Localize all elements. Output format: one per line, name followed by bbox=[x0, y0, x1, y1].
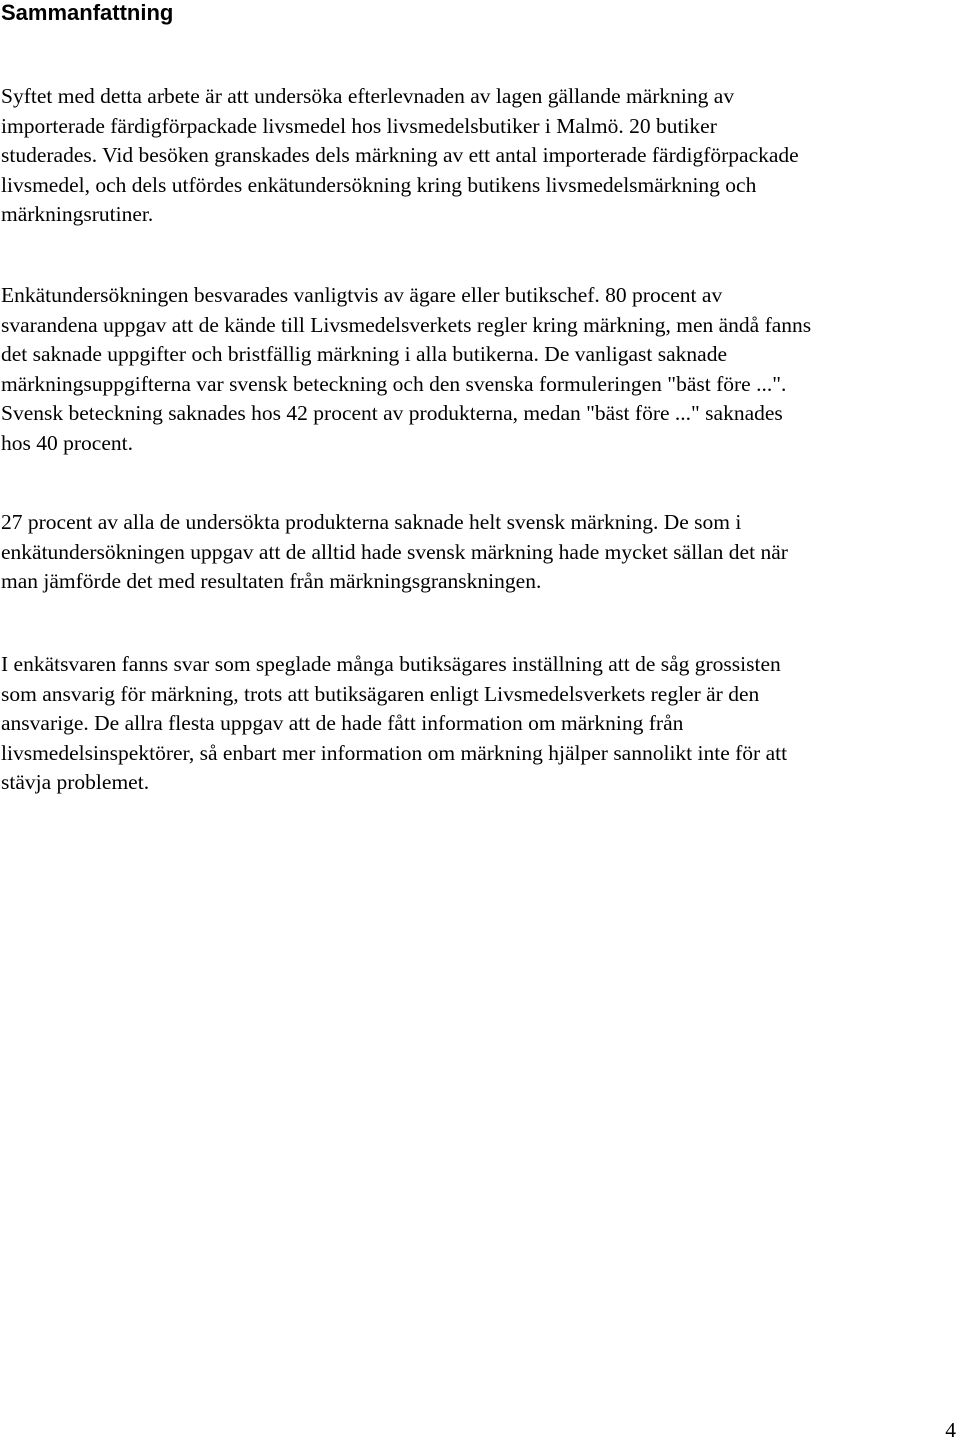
page-title: Sammanfattning bbox=[1, 0, 174, 25]
text-line: man jämförde det med resultaten från märkningsgranskningen. bbox=[1, 569, 542, 594]
text-line: enkätundersökningen uppgav att de alltid hade svensk märkning hade mycket sällan det när bbox=[1, 539, 788, 564]
text-line: ansvarige. De allra flesta uppgav att de hade fått information om märkning från bbox=[1, 711, 684, 736]
text-line: märkningsuppgifterna var svensk beteckning och den svenska formuleringen "bäst före ...". bbox=[1, 371, 787, 396]
text-line: Enkätundersökningen besvarades vanligtvis av ägare eller butikschef. 80 procent av bbox=[1, 283, 723, 307]
text-line: stävja problemet. bbox=[1, 770, 150, 795]
text-line: märkningsrutiner. bbox=[1, 202, 154, 227]
text-line: svarandena uppgav att de kände till Livsmedelsverkets regler kring märkning, men ändå fanns bbox=[1, 312, 812, 337]
paragraph-2 bbox=[1, 281, 959, 459]
text-line: livsmedelsinspektörer, så enbart mer information om märkning hjälper sannolikt inte för att bbox=[1, 740, 788, 765]
paragraph-1 bbox=[1, 82, 959, 230]
text-line: Syftet med detta arbete är att undersöka efterlevnaden av lagen gällande märkning av bbox=[1, 84, 735, 108]
text-line: som ansvarig för märkning, trots att butiksägaren enligt Livsmedelsverkets regler är den bbox=[1, 681, 760, 706]
text-line: det saknade uppgifter och bristfällig märkning i alla butikerna. De vanligast saknade bbox=[1, 342, 727, 367]
paragraph-3 bbox=[1, 508, 959, 597]
text-line: livsmedel, och dels utfördes enkätundersökning kring butikens livsmedelsmärkning och bbox=[1, 172, 757, 197]
text-line: hos 40 procent. bbox=[1, 430, 133, 455]
text-line: Svensk beteckning saknades hos 42 procent av produkterna, medan "bäst före ..." saknades bbox=[1, 401, 783, 426]
paragraph-4 bbox=[1, 650, 959, 798]
text-line: 27 procent av alla de undersökta produkterna saknade helt svensk märkning. De som i bbox=[1, 510, 742, 534]
text-line: importerade färdigförpackade livsmedel hos livsmedelsbutiker i Malmö. 20 butiker bbox=[1, 113, 717, 138]
text-line: studerades. Vid besöken granskades dels märkning av ett antal importerade färdigförpackade bbox=[1, 143, 799, 168]
text-line: I enkätsvaren fanns svar som speglade många butiksägares inställning att de såg grossisten bbox=[1, 652, 781, 676]
page-number: 4 bbox=[945, 1418, 956, 1442]
